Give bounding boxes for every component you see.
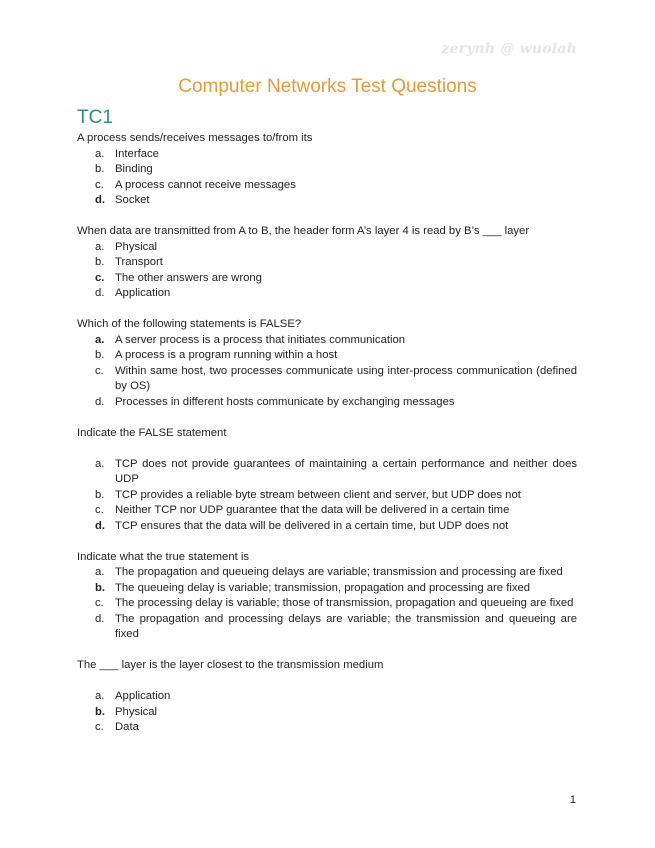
option-letter-correct: c. xyxy=(95,271,105,284)
option-c xyxy=(77,503,577,519)
option-list xyxy=(77,565,577,643)
option-letter: c. xyxy=(95,597,104,609)
question-list xyxy=(77,131,577,751)
option-text: The propagation and queueing delays are variable; transmission and processing are fixed xyxy=(115,566,563,578)
option-text: The queueing delay is variable; transmission, propagation and processing are fixed xyxy=(115,581,531,594)
option-text: TCP does not provide guarantees of maintaining a certain performance and neither does UDP xyxy=(115,457,577,485)
option-text: The propagation and processing delays are variable; the transmission and queueing are fixed xyxy=(115,612,577,640)
option-letter: b. xyxy=(95,488,105,501)
option-letter: d. xyxy=(95,287,105,299)
option-letter: d. xyxy=(95,395,105,408)
option-text: A server process is a process that initiates communication xyxy=(115,333,406,346)
option-letter: c. xyxy=(95,721,104,733)
question-3 xyxy=(77,317,577,410)
option-letter-correct: d. xyxy=(95,194,106,206)
option-a xyxy=(77,689,577,705)
option-a xyxy=(77,457,577,488)
option-d xyxy=(77,193,577,209)
option-letter: a. xyxy=(95,457,105,470)
question-6 xyxy=(77,658,577,736)
option-text: TCP provides a reliable byte stream between client and server, but UDP does not xyxy=(115,488,521,501)
option-d xyxy=(77,612,577,643)
option-text: The other answers are wrong xyxy=(115,271,262,284)
option-b xyxy=(77,581,577,597)
option-d xyxy=(77,395,577,411)
option-text: The processing delay is variable; those of transmission, propagation and queueing are fixed xyxy=(115,597,574,609)
option-letter-correct: b. xyxy=(95,705,106,718)
option-text: Physical xyxy=(115,705,158,718)
question-text: Indicate the FALSE statement xyxy=(77,426,227,439)
option-letter: c. xyxy=(95,178,104,191)
option-b xyxy=(77,705,577,721)
option-text: Transport xyxy=(115,256,163,268)
question-text: Which of the following statements is FALSE? xyxy=(77,318,302,330)
option-text: Processes in different hosts communicate by exchanging messages xyxy=(115,395,455,408)
option-letter-correct: b. xyxy=(95,581,106,594)
option-letter: b. xyxy=(95,163,105,175)
option-letter: a. xyxy=(95,566,105,578)
option-letter: a. xyxy=(95,690,105,702)
question-text: The ___ layer is the layer closest to the transmission medium xyxy=(77,659,384,671)
option-d xyxy=(77,286,577,302)
question-text: A process sends/receives messages to/from its xyxy=(77,132,313,144)
option-a xyxy=(77,147,577,163)
option-b xyxy=(77,488,577,504)
option-text: Binding xyxy=(115,163,153,175)
question-5 xyxy=(77,550,577,643)
option-letter-correct: d. xyxy=(95,519,106,532)
option-text: Data xyxy=(115,721,139,733)
option-text: Socket xyxy=(115,194,150,206)
question-text: Indicate what the true statement is xyxy=(77,550,250,563)
option-letter: b. xyxy=(95,349,105,361)
option-letter: c. xyxy=(95,504,104,516)
option-b xyxy=(77,255,577,271)
option-letter: a. xyxy=(95,240,105,253)
option-b xyxy=(77,348,577,364)
option-c xyxy=(77,364,577,395)
option-text: A process is a program running within a host xyxy=(115,349,338,361)
option-text: Within same host, two processes communicate using inter-process communication (defined by OS) xyxy=(115,364,577,392)
question-4 xyxy=(77,426,577,535)
option-text: TCP ensures that the data will be delivered in a certain time, but UDP does not xyxy=(115,519,509,532)
option-text: Application xyxy=(115,287,171,299)
option-a xyxy=(77,565,577,581)
option-c xyxy=(77,596,577,612)
option-text: Physical xyxy=(115,240,158,253)
question-1 xyxy=(77,131,577,209)
option-letter: c. xyxy=(95,364,104,377)
option-letter: a. xyxy=(95,147,105,160)
option-text: Interface xyxy=(115,147,159,160)
question-text: When data are transmitted from A to B, the header form A’s layer 4 is read by B’s ___ layer xyxy=(77,225,530,237)
option-letter-correct: a. xyxy=(95,333,105,346)
option-list xyxy=(77,240,577,302)
option-a xyxy=(77,240,577,256)
option-list xyxy=(77,333,577,411)
option-a xyxy=(77,333,577,349)
watermark: zerynh @ wuolah xyxy=(441,41,577,57)
option-letter: d. xyxy=(95,612,105,625)
option-text: Neither TCP nor UDP guarantee that the data will be delivered in a certain time xyxy=(115,504,510,516)
option-text: A process cannot receive messages xyxy=(115,178,296,191)
option-c xyxy=(77,720,577,736)
option-c xyxy=(77,271,577,287)
section-heading: TC1 xyxy=(77,107,113,128)
option-text: Application xyxy=(115,690,171,702)
option-list xyxy=(77,689,577,736)
document-title: Computer Networks Test Questions xyxy=(178,76,477,97)
page-number: 1 xyxy=(569,794,576,806)
option-letter: b. xyxy=(95,256,105,268)
option-list xyxy=(77,457,577,535)
option-c xyxy=(77,178,577,194)
option-d xyxy=(77,519,577,535)
question-2 xyxy=(77,224,577,302)
option-list xyxy=(77,147,577,209)
option-b xyxy=(77,162,577,178)
